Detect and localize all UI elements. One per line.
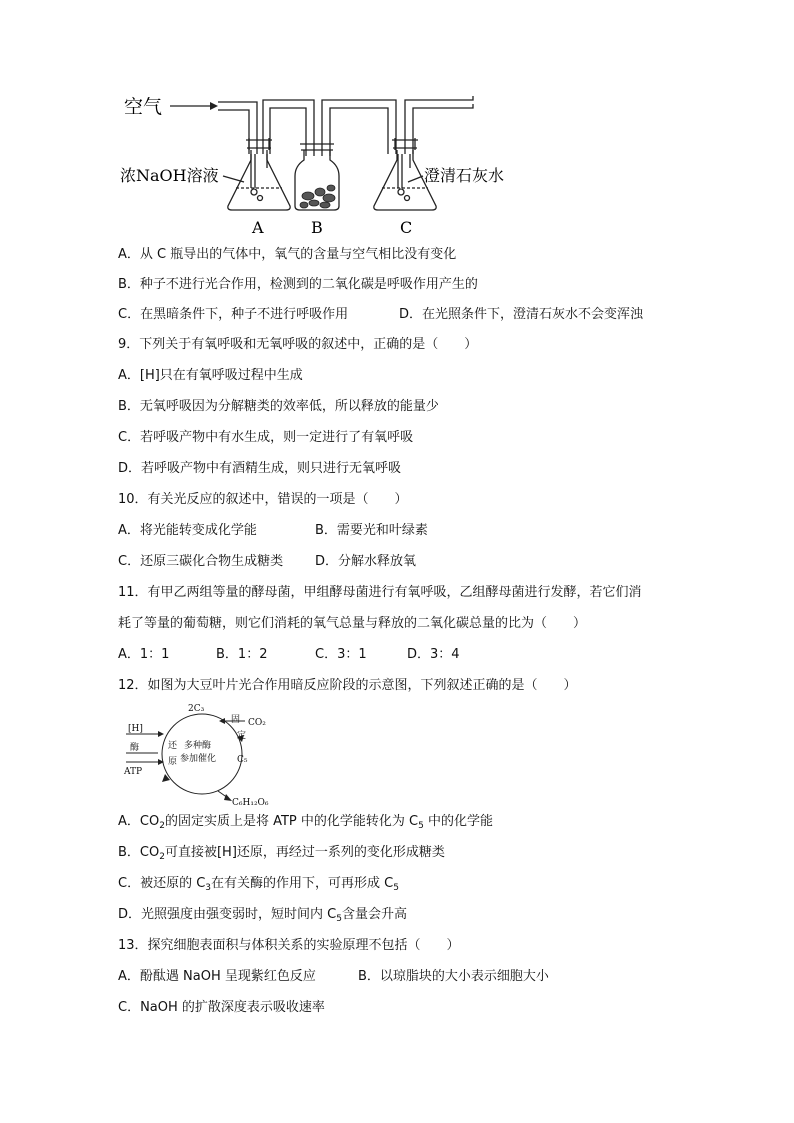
cycle-reduce-1: 还 xyxy=(168,741,178,751)
naoh-solution-label: 浓NaOH溶液 xyxy=(120,166,219,185)
q8-option-d: D．在光照条件下，澄清石灰水不会变浑浊 xyxy=(399,307,644,322)
cycle-enzyme: 酶 xyxy=(130,743,140,753)
flask-a xyxy=(228,138,290,210)
limewater-label: 澄清石灰水 xyxy=(424,166,505,185)
apparatus-diagram xyxy=(118,88,538,238)
cycle-atp: ATP xyxy=(124,767,143,777)
q9-option-c: C．若呼吸产物中有水生成，则一定进行了有氧呼吸 xyxy=(118,430,414,445)
q10-stem: 10．有关光反应的叙述中，错误的一项是（ ） xyxy=(118,492,408,507)
q10-options-cd xyxy=(118,553,417,571)
q13-option-b: B．以琼脂块的大小表示细胞大小 xyxy=(358,969,549,984)
air-label: 空气 xyxy=(124,96,163,118)
q9-option-a: A．[H]只在有氧呼吸过程中生成 xyxy=(118,368,303,383)
q11-option-c: C．3：1 xyxy=(315,647,367,662)
q13-option-a: A．酚酞遇 NaOH 呈现紫红色反应 xyxy=(118,969,316,984)
calvin-cycle-diagram xyxy=(118,702,288,810)
q11-stem-line1: 11．有甲乙两组等量的酵母菌，甲组酵母菌进行有氧呼吸，乙组酵母菌进行发酵，若它们消 xyxy=(118,585,642,600)
q10-option-a: A．将光能转变成化学能 xyxy=(118,523,257,538)
q11-option-b: B．1：2 xyxy=(216,647,268,662)
q13-stem: 13．探究细胞表面积与体积关系的实验原理不包括（ ） xyxy=(118,938,460,953)
q10-option-d: D．分解水释放氧 xyxy=(315,554,417,569)
tube-b-c xyxy=(322,100,396,156)
q12-stem: 12．如图为大豆叶片光合作用暗反应阶段的示意图，下列叙述正确的是（ ） xyxy=(118,678,577,693)
cycle-2c3: 2C₃ xyxy=(188,704,205,714)
cycle-product: C₆H₁₂O₆ xyxy=(232,798,269,808)
seeds xyxy=(300,185,335,208)
q13-options-ab xyxy=(118,968,549,986)
q8-option-a: A．从 C 瓶导出的气体中，氧气的含量与空气相比没有变化 xyxy=(118,247,457,262)
flask-c-label: C xyxy=(400,218,413,237)
q8-option-c: C．在黑暗条件下，种子不进行呼吸作用 xyxy=(118,307,349,322)
cycle-co2: CO₂ xyxy=(248,718,266,728)
q9-option-d: D．若呼吸产物中有酒精生成，则只进行无氧呼吸 xyxy=(118,461,402,476)
q9-stem: 9．下列关于有氧呼吸和无氧呼吸的叙述中，正确的是（ ） xyxy=(118,337,478,352)
q11-option-a: A．1：1 xyxy=(118,647,170,662)
q12-option-a: A．$CO_2$的固定实质上是将 ATP 中的化学能转化为 $C_5$ 中的化学能 xyxy=(118,814,493,831)
q9-option-b: B．无氧呼吸因为分解糖类的效率低，所以释放的能量少 xyxy=(118,399,439,414)
cycle-c5: C₅ xyxy=(237,755,248,765)
q10-option-c: C．还原三碳化合物生成糖类 xyxy=(118,554,284,569)
q8-option-b: B．种子不进行光合作用，检测到的二氧化碳是呼吸作用产生的 xyxy=(118,277,478,292)
flask-a-label: A xyxy=(252,218,264,237)
q11-options xyxy=(118,646,460,664)
q12-option-c: C．被还原的 $C_3$在有关酶的作用下，可再形成 $C_5$ xyxy=(118,876,399,893)
q13-option-c: C．NaOH 的扩散深度表示吸收速率 xyxy=(118,1000,325,1015)
cycle-center-2: 参加催化 xyxy=(180,754,217,764)
cycle-reduce-2: 原 xyxy=(168,757,178,767)
cycle-h: [H] xyxy=(128,724,143,734)
flask-b-label: B xyxy=(311,218,323,237)
q10-options-ab xyxy=(118,522,428,540)
cycle-fix-1: 固 xyxy=(231,715,241,725)
q11-stem-line2: 耗了等量的葡萄糖，则它们消耗的氧气总量与释放的二氧化碳总量的比为（ ） xyxy=(118,616,587,631)
cycle-fix-2: 定 xyxy=(237,731,247,741)
cycle-center-1: 多种酶 xyxy=(184,741,212,751)
q10-option-b: B．需要光和叶绿素 xyxy=(315,523,428,538)
q11-option-d: D．3：4 xyxy=(407,647,460,662)
q12-option-b: B．$CO_2$可直接被[H]还原，再经过一系列的变化形成糖类 xyxy=(118,845,445,862)
q8-options-cd xyxy=(118,306,644,324)
q12-option-d: D．光照强度由强变弱时，短时间内 $C_5$含量会升高 xyxy=(118,907,407,924)
